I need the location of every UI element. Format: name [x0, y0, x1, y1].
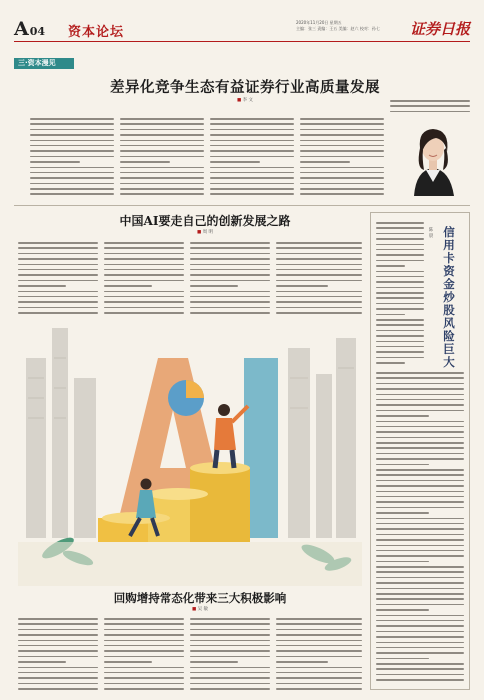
text-line	[30, 123, 114, 125]
text-line	[104, 247, 184, 249]
text-line	[104, 312, 184, 314]
text-line	[300, 145, 384, 147]
text-line	[104, 667, 184, 669]
text-line	[190, 623, 270, 625]
text-line	[210, 193, 294, 195]
text-line	[376, 287, 424, 289]
text-line	[376, 609, 429, 611]
text-line	[104, 634, 184, 636]
text-line	[18, 640, 98, 642]
text-line	[376, 518, 464, 520]
text-line	[18, 656, 98, 658]
text-line	[276, 667, 362, 669]
text-line	[104, 264, 184, 266]
text-line	[18, 301, 98, 303]
text-line	[376, 357, 424, 359]
text-line	[120, 134, 204, 136]
text-line	[104, 683, 184, 685]
text-line	[210, 177, 294, 179]
text-line	[210, 134, 294, 136]
text-line	[190, 645, 270, 647]
text-line	[376, 410, 464, 412]
text-line	[276, 269, 362, 271]
article-2-byline: ■ 周 明	[40, 229, 370, 235]
text-line	[376, 351, 424, 353]
text-line	[190, 629, 270, 631]
text-line	[104, 650, 184, 652]
text-line	[30, 167, 114, 169]
text-line	[376, 469, 464, 471]
text-line	[190, 258, 270, 260]
text-line	[376, 341, 424, 343]
text-line	[276, 312, 362, 314]
text-line	[376, 330, 424, 332]
text-line	[276, 301, 362, 303]
article-1-column-2	[120, 118, 204, 199]
text-line	[376, 227, 424, 229]
column-tag: 三·资本漫见	[14, 58, 74, 69]
text-line	[276, 264, 362, 266]
text-line	[120, 118, 204, 120]
text-line	[376, 507, 464, 509]
text-line	[18, 296, 98, 298]
text-line	[300, 172, 384, 174]
text-line	[376, 260, 424, 262]
text-line	[276, 296, 362, 298]
text-line	[376, 674, 464, 676]
text-line	[390, 100, 470, 102]
article-3-byline: ■ 吴 敏	[60, 606, 340, 612]
text-line	[376, 485, 464, 487]
text-line	[120, 177, 204, 179]
text-line	[104, 274, 184, 276]
text-line	[104, 307, 184, 309]
text-line	[104, 269, 184, 271]
article-1-column-3	[210, 118, 294, 199]
text-line	[376, 303, 424, 305]
text-line	[190, 307, 270, 309]
text-line	[18, 634, 98, 636]
text-line	[210, 150, 294, 152]
text-line	[104, 688, 184, 690]
text-line	[18, 264, 98, 266]
text-line	[30, 177, 114, 179]
text-line	[120, 123, 204, 125]
article-1-column-5	[390, 100, 470, 116]
text-line	[210, 156, 294, 158]
text-line	[276, 291, 362, 293]
text-line	[276, 677, 362, 679]
text-line	[18, 650, 98, 652]
text-line	[376, 588, 464, 590]
sidebar-text-main	[376, 372, 464, 685]
text-line	[18, 623, 98, 625]
text-line	[18, 307, 98, 309]
article-1-column-4	[300, 118, 384, 199]
text-line	[104, 618, 184, 620]
article-1-column-1	[30, 118, 114, 199]
text-line	[120, 156, 204, 158]
text-line	[376, 615, 464, 617]
text-line	[18, 672, 98, 674]
text-line	[210, 183, 294, 185]
text-line	[120, 140, 204, 142]
text-line	[190, 634, 270, 636]
text-line	[376, 335, 424, 337]
text-line	[276, 640, 362, 642]
section-name: 资本论坛	[68, 25, 125, 40]
text-line	[210, 161, 260, 163]
text-line	[276, 274, 362, 276]
text-line	[190, 667, 270, 669]
text-line	[376, 663, 464, 665]
text-line	[376, 276, 424, 278]
text-line	[376, 480, 464, 482]
text-line	[210, 129, 294, 131]
text-line	[376, 501, 464, 503]
newspaper-logo: 证券日报	[409, 20, 470, 38]
text-line	[190, 656, 270, 658]
text-line	[376, 464, 429, 466]
article-2-column-4	[276, 242, 362, 317]
text-line	[376, 604, 464, 606]
text-line	[376, 421, 464, 423]
article-2-title: 中国AI要走自己的创新发展之路	[119, 214, 291, 228]
page-letter: A	[14, 18, 29, 40]
text-line	[104, 656, 184, 658]
text-line	[300, 188, 384, 190]
text-line	[376, 426, 464, 428]
text-line	[30, 150, 114, 152]
text-line	[18, 688, 98, 690]
text-line	[300, 161, 350, 163]
text-line	[30, 134, 114, 136]
text-line	[30, 145, 114, 147]
text-line	[120, 145, 204, 147]
article-1-title: 差异化竞争生态有益证券行业高质量发展	[110, 79, 380, 96]
text-line	[376, 453, 464, 455]
text-line	[18, 242, 98, 244]
text-line	[18, 280, 98, 282]
text-line	[276, 280, 362, 282]
text-line	[300, 177, 384, 179]
text-line	[276, 253, 362, 255]
text-line	[30, 140, 114, 142]
text-line	[376, 442, 464, 444]
text-line	[376, 582, 464, 584]
text-line	[376, 377, 464, 379]
text-line	[376, 577, 464, 579]
text-line	[104, 629, 184, 631]
text-line	[210, 188, 294, 190]
text-line	[300, 183, 384, 185]
text-line	[18, 618, 98, 620]
text-line	[18, 285, 66, 287]
text-line	[276, 307, 362, 309]
sidebar-title: 信用卡资金炒股风险巨大	[443, 225, 455, 369]
author-portrait	[398, 118, 468, 196]
text-line	[104, 280, 184, 282]
divider	[14, 205, 470, 206]
text-line	[120, 150, 204, 152]
text-line	[376, 437, 464, 439]
text-line	[376, 491, 464, 493]
text-line	[376, 523, 464, 525]
text-line	[376, 631, 464, 633]
article-2-column-1	[18, 242, 98, 317]
text-line	[190, 650, 270, 652]
text-line	[376, 281, 424, 283]
text-line	[376, 679, 464, 681]
article-1-byline: ■ 李 文	[60, 97, 430, 103]
text-line	[376, 545, 464, 547]
text-line	[300, 134, 384, 136]
text-line	[18, 645, 98, 647]
text-line	[376, 319, 424, 321]
text-line	[276, 629, 362, 631]
text-line	[376, 271, 424, 273]
text-line	[376, 625, 464, 627]
text-line	[18, 312, 98, 314]
text-line	[376, 388, 464, 390]
text-line	[276, 634, 362, 636]
text-line	[190, 264, 270, 266]
text-line	[190, 291, 270, 293]
text-line	[376, 383, 464, 385]
text-line	[18, 291, 98, 293]
text-line	[210, 172, 294, 174]
text-line	[376, 561, 429, 563]
text-line	[376, 292, 424, 294]
text-line	[300, 167, 384, 169]
text-line	[300, 193, 384, 195]
text-line	[300, 140, 384, 142]
text-line	[104, 640, 184, 642]
text-line	[120, 167, 204, 169]
text-line	[190, 242, 270, 244]
text-line	[104, 253, 184, 255]
text-line	[376, 555, 464, 557]
text-line	[276, 258, 362, 260]
article-2-column-2	[104, 242, 184, 317]
text-line	[18, 629, 98, 631]
text-line	[276, 650, 362, 652]
text-line	[120, 188, 204, 190]
text-line	[190, 677, 270, 679]
text-line	[190, 285, 238, 287]
text-line	[190, 672, 270, 674]
text-line	[376, 593, 464, 595]
text-line	[376, 222, 424, 224]
article-2-column-3	[190, 242, 270, 317]
text-line	[300, 129, 384, 131]
text-line	[190, 253, 270, 255]
text-line	[30, 172, 114, 174]
text-line	[276, 285, 328, 287]
text-line	[376, 372, 464, 374]
text-line	[18, 274, 98, 276]
text-line	[104, 677, 184, 679]
masthead	[14, 18, 470, 42]
text-line	[276, 618, 362, 620]
text-line	[300, 123, 384, 125]
text-line	[104, 623, 184, 625]
text-line	[300, 118, 384, 120]
text-line	[376, 244, 424, 246]
text-line	[210, 118, 294, 120]
text-line	[104, 242, 184, 244]
text-line	[376, 550, 464, 552]
text-line	[120, 161, 170, 163]
meta-date: 2020年11月20日 星期五	[296, 20, 342, 25]
text-line	[376, 512, 429, 514]
text-line	[190, 301, 270, 303]
text-line	[18, 667, 98, 669]
text-line	[190, 661, 238, 663]
text-line	[376, 415, 429, 417]
text-line	[104, 672, 184, 674]
text-line	[120, 193, 204, 195]
text-line	[120, 183, 204, 185]
text-line	[376, 528, 464, 530]
text-line	[376, 620, 464, 622]
text-line	[276, 656, 362, 658]
text-line	[390, 111, 470, 113]
text-line	[210, 123, 294, 125]
meta-editors: 主编：张三 责编：王五 美编：赵六 校对：孙七	[296, 26, 380, 31]
text-line	[190, 247, 270, 249]
text-line	[376, 238, 424, 240]
text-line	[30, 156, 114, 158]
text-line	[376, 534, 464, 536]
text-line	[190, 269, 270, 271]
article-3-column-3	[190, 618, 270, 693]
text-line	[30, 118, 114, 120]
text-line	[376, 566, 464, 568]
text-line	[18, 253, 98, 255]
text-line	[376, 324, 424, 326]
text-line	[376, 314, 405, 316]
page-number	[14, 18, 45, 40]
text-line	[104, 291, 184, 293]
text-line	[276, 683, 362, 685]
text-line	[376, 539, 464, 541]
text-line	[18, 247, 98, 249]
text-line	[104, 661, 152, 663]
text-line	[376, 668, 464, 670]
text-line	[376, 254, 424, 256]
text-line	[104, 258, 184, 260]
text-line	[18, 269, 98, 271]
text-line	[190, 688, 270, 690]
text-line	[376, 404, 464, 406]
text-line	[300, 156, 384, 158]
text-line	[30, 188, 114, 190]
text-line	[104, 285, 152, 287]
text-line	[210, 145, 294, 147]
text-line	[376, 636, 464, 638]
text-line	[376, 474, 464, 476]
text-line	[104, 296, 184, 298]
text-line	[190, 640, 270, 642]
text-line	[376, 598, 464, 600]
text-line	[390, 105, 470, 107]
text-line	[210, 140, 294, 142]
text-line	[376, 571, 464, 573]
text-line	[190, 312, 270, 314]
text-line	[210, 167, 294, 169]
text-line	[30, 129, 114, 131]
text-line	[376, 362, 405, 364]
text-line	[376, 265, 405, 267]
text-line	[18, 683, 98, 685]
page-digits: 04	[29, 25, 46, 38]
article-3-column-4	[276, 618, 362, 693]
text-line	[190, 683, 270, 685]
text-line	[190, 280, 270, 282]
text-line	[104, 301, 184, 303]
text-line	[376, 642, 464, 644]
text-line	[376, 647, 464, 649]
text-line	[104, 645, 184, 647]
text-line	[190, 618, 270, 620]
text-line	[376, 249, 424, 251]
text-line	[376, 233, 424, 235]
sidebar-byline: 陈 晨	[428, 228, 434, 239]
text-line	[276, 661, 328, 663]
masthead-meta	[296, 20, 426, 32]
text-line	[376, 399, 464, 401]
article-3-title: 回购增持常态化带来三大积极影响	[113, 591, 287, 605]
text-line	[276, 672, 362, 674]
text-line	[376, 652, 464, 654]
text-line	[30, 193, 114, 195]
text-line	[276, 623, 362, 625]
text-line	[190, 296, 270, 298]
text-line	[376, 658, 429, 660]
text-line	[30, 161, 80, 163]
sidebar-text-top	[376, 222, 424, 368]
text-line	[276, 645, 362, 647]
text-line	[276, 688, 362, 690]
text-line	[18, 661, 66, 663]
text-line	[120, 129, 204, 131]
text-line	[30, 183, 114, 185]
article-3-column-1	[18, 618, 98, 693]
text-line	[276, 247, 362, 249]
text-line	[376, 308, 424, 310]
text-line	[376, 346, 424, 348]
text-line	[276, 242, 362, 244]
ai-illustration	[18, 318, 362, 586]
text-line	[376, 297, 424, 299]
text-line	[376, 394, 464, 396]
text-line	[18, 258, 98, 260]
text-line	[376, 431, 464, 433]
text-line	[120, 172, 204, 174]
text-line	[18, 677, 98, 679]
text-line	[190, 274, 270, 276]
text-line	[376, 496, 464, 498]
article-3-column-2	[104, 618, 184, 693]
text-line	[376, 447, 464, 449]
text-line	[376, 458, 464, 460]
text-line	[300, 150, 384, 152]
